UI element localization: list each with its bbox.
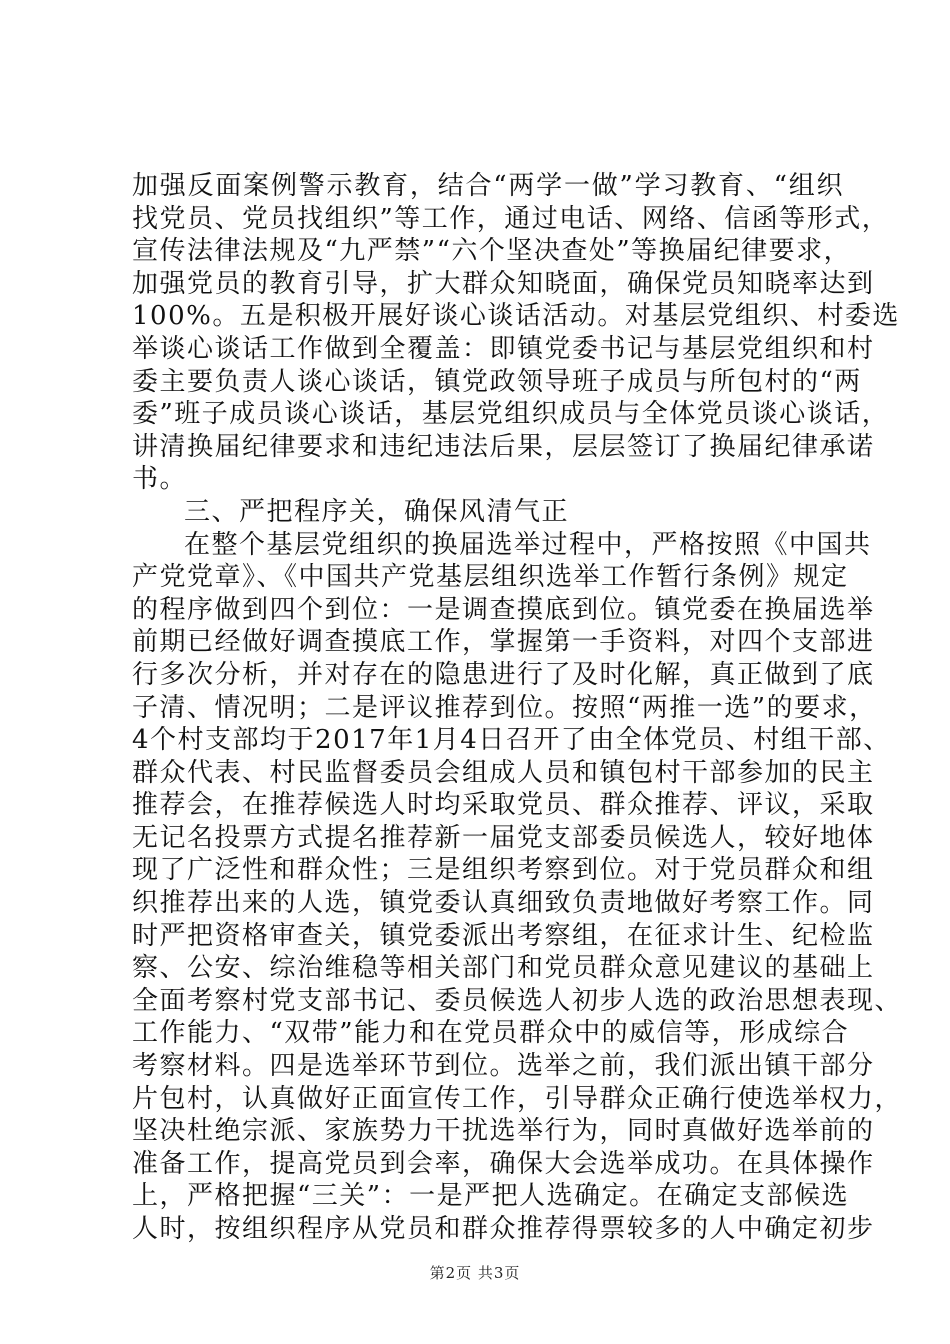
text-line: 在整个基层党组织的换届选举过程中，严格按照《中国共 — [184, 529, 872, 560]
text-line: 委主要负责人谈心谈话，镇党政领导班子成员与所包村的“两 — [132, 366, 862, 397]
text-line: 委”班子成员谈心谈话，基层党组织成员与全体党员谈心谈话， — [132, 399, 890, 430]
text-line: 加强党员的教育引导，扩大群众知晓面，确保党员知晓率达到 — [132, 268, 875, 299]
text-line: 书。 — [132, 464, 188, 495]
document-body — [132, 170, 903, 1246]
text-line: 无记名投票方式提名推荐新一届党支部委员候选人，较好地体 — [132, 822, 875, 853]
text-line: 行多次分析，并对存在的隐患进行了及时化解，真正做到了底 — [132, 659, 875, 690]
text-line: 人时，按组织程序从党员和群众推荐得票较多的人中确定初步 — [132, 1214, 875, 1244]
text-line: 讲清换届纪律要求和违纪违法后果，层层签订了换届纪律承诺 — [132, 431, 875, 462]
text-line: 找党员、党员找组织”等工作，通过电话、网络、信函等形式， — [132, 203, 890, 234]
text-line: 片包村，认真做好正面宣传工作，引导群众正确行使选举权力， — [132, 1083, 903, 1114]
text-line: 前期已经做好调查摸底工作，掌握第一手资料，对四个支部进 — [132, 627, 875, 658]
text-line: 推荐会，在推荐候选人时均采取党员、群众推荐、评议，采取 — [132, 790, 875, 821]
text-line: 现了广泛性和群众性；三是组织考察到位。对于党员群众和组 — [132, 855, 875, 886]
text-line: 产党党章》、《中国共产党基层组织选举工作暂行条例》规定 — [132, 562, 849, 593]
text-line: 宣传法律法规及“九严禁”“六个坚决查处”等换届纪律要求， — [132, 236, 852, 267]
text-line: 工作能力、“双带”能力和在党员群众中的威信等，形成综合 — [132, 1018, 850, 1049]
text-line: 的程序做到四个到位：一是调查摸底到位。镇党委在换届选举 — [132, 594, 875, 625]
text-line: 举谈心谈话工作做到全覆盖：即镇党委书记与基层党组织和村 — [132, 333, 875, 364]
page-footer: 第2页 共3页 — [429, 1264, 521, 1282]
text-line: 全面考察村党支部书记、委员候选人初步人选的政治思想表现、 — [132, 985, 903, 1016]
text-line: 准备工作，提高党员到会率，确保大会选举成功。在具体操作 — [132, 1148, 875, 1179]
text-line: 加强反面案例警示教育，结合“两学一做”学习教育、“组织 — [132, 171, 844, 201]
text-line: 100%。五是积极开展好谈心谈话活动。对基层党组织、村委选 — [132, 301, 900, 332]
text-line: 群众代表、村民监督委员会组成人员和镇包村干部参加的民主 — [132, 757, 875, 788]
text-line: 考察材料。四是选举环节到位。选举之前，我们派出镇干部分 — [132, 1051, 875, 1082]
text-line: 察、公安、综治维稳等相关部门和党员群众意见建议的基础上 — [132, 953, 875, 984]
section-heading: 三、严把程序关，确保风清气正 — [184, 496, 570, 527]
text-line: 时严把资格审查关，镇党委派出考察组，在征求计生、纪检监 — [132, 920, 875, 951]
text-line: 上，严格把握“三关”：一是严把人选确定。在确定支部候选 — [132, 1181, 850, 1212]
text-line: 坚决杜绝宗派、家族势力干扰选举行为，同时真做好选举前的 — [132, 1116, 875, 1147]
text-line: 子清、情况明；二是评议推荐到位。按照“两推一选”的要求， — [132, 692, 877, 723]
text-line: 织推荐出来的人选，镇党委认真细致负责地做好考察工作。同 — [132, 888, 875, 919]
text-line: 4个村支部均于2017年1月4日召开了由全体党员、村组干部、 — [132, 725, 891, 756]
